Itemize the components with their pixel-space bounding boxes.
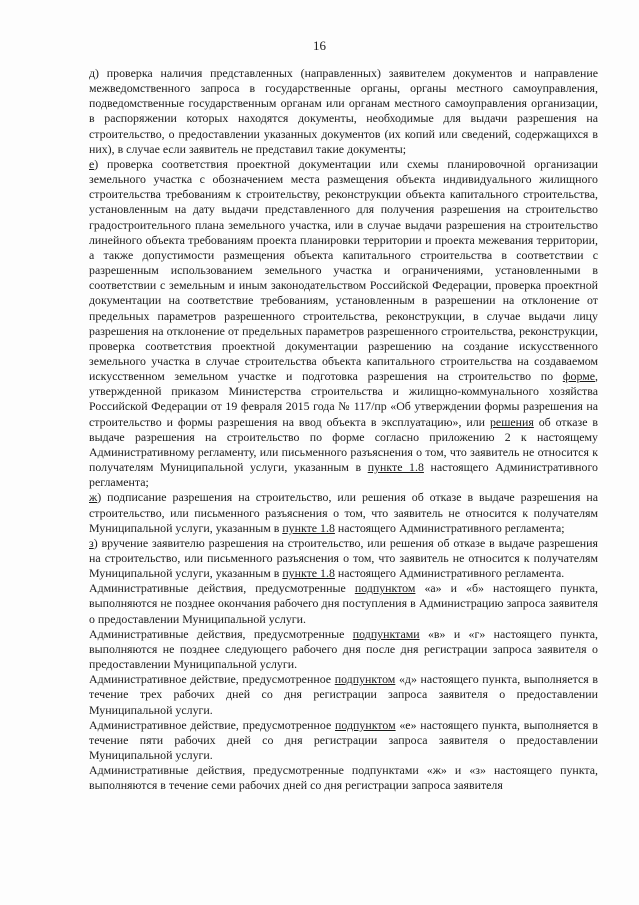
paragraph-timing-v-g <box>89 627 598 672</box>
paragraph-timing-d <box>89 672 598 717</box>
reference-link[interactable]: решения <box>489 414 534 429</box>
reference-link[interactable]: подпунктом <box>335 717 396 732</box>
text-run: «а» и «б» настоящего пункта, выполняются не позднее окончания рабочего дня поступления в Администрацию запроса заявителя о предоставлении Муниципальной услуги. <box>89 581 599 626</box>
reference-link[interactable]: подпунктом <box>334 672 396 687</box>
reference-link[interactable]: подпунктами <box>352 626 420 641</box>
paragraph-item-e <box>89 157 598 490</box>
document-body <box>89 66 598 794</box>
reference-link[interactable]: пункте 1.8 <box>282 520 335 535</box>
text-run: настоящего Административного регламента; <box>89 460 598 490</box>
reference-link[interactable]: з <box>89 535 94 550</box>
paragraph-item-z <box>89 536 598 581</box>
text-run: Административные действия, предусмотренные <box>89 626 353 641</box>
text-run: Административное действие, предусмотренное <box>89 717 335 732</box>
text-run: д) проверка наличия представленных (направленных) заявителем документов и направление межведомственного запроса в государственные органы, органы местного самоуправления, подведомственные государственным органам или органам местного самоуправления организации, в распоряжении которых находятся документы, необходимые для выдачи разрешения на строительство, о предоставлении указанных документов (их копий или сведений, содержащихся в них), в случае если заявитель не представил такие документы; <box>89 66 598 156</box>
text-run: Административные действия, предусмотренные <box>89 581 355 596</box>
text-run: настоящего Административного регламента. <box>334 566 565 581</box>
text-run: , утвержденной приказом Министерства строительства и жилищно-коммунального хозяйства Российской Федерации от 19 февраля 2015 года № 117/пр «Об утверждении формы разрешения на строительство и формы разрешения на ввод объекта в эксплуатацию», или <box>89 369 598 429</box>
text-run: ) проверка соответствия проектной документации или схемы планировочной организации земельного участка с обозначением места размещения объекта индивидуального жилищного строительства требованиям к строительству, реконструкции объекта капитального строительства, установленным на дату выдачи представленного для получения разрешения на строительство градостроительного плана земельного участка, или в случае выдачи разрешения на строительство линейного объекта требованиям проекта планировки территории и проекта межевания территории, а также допустимости размещения объекта капитального строительства в соответствии с разрешенным использованием земельного участка и ограничениями, установленными в соответствии с земельным и иным законодательством Российской Федерации, проверка проектной документации на соответствие требованиям, установленным в разрешении на отклонение от предельных параметров разрешенного строительства, реконструкции, в случае выдачи лицу разрешения на отклонение от предельных параметров разрешенного строительства, реконструкции, проверка соответствия проектной документации разрешению на создание искусственного земельного участка в случае строительства объекта капитального строительства на создаваемом искусственном земельном участке и подготовка разрешения на строительство по <box>89 156 598 384</box>
reference-link[interactable]: подпунктом <box>354 581 416 596</box>
page-number: 16 <box>313 38 326 53</box>
reference-link[interactable]: е <box>89 156 95 171</box>
paragraph-timing-zh-z <box>89 763 598 793</box>
text-run: ) подписание разрешения на строительство, или решения об отказе в выдаче разрешения на строительство, или письменного разъяснения о том, что заявитель не относится к получателям Муниципальной услуги, указанным в <box>89 490 598 535</box>
text-run: ) вручение заявителю разрешения на строительство, или решения об отказе в выдаче разрешения на строительство, или письменного разъяснения о том, что заявитель не относится к получателям Муниципальной услуги, указанным в <box>89 535 598 581</box>
text-run: «д» настоящего пункта, выполняется в течение трех рабочих дней со дня регистрации запроса заявителя о предоставлении Муниципальной услуги. <box>89 672 598 717</box>
reference-link[interactable]: пункте 1.8 <box>367 460 424 475</box>
text-run: Административное действие, предусмотренное <box>89 672 335 687</box>
reference-link[interactable]: ж <box>89 490 98 505</box>
paragraph-item-zh <box>89 490 598 535</box>
text-run: Административные действия, предусмотренные подпунктами «ж» и «з» настоящего пункта, выполняются в течение семи рабочих дней со дня регистрации запроса заявителя <box>89 763 598 793</box>
text-run: «е» настоящего пункта, выполняется в течение пяти рабочих дней со дня регистрации запроса заявителя о предоставлении Муниципальной услуги. <box>89 717 598 763</box>
paragraph-timing-a-b <box>89 581 598 626</box>
text-run: об отказе в выдаче разрешения на строительство по форме согласно приложению 2 к настоящему Административному регламенту, или письменного разъяснения о том, что заявитель не относится к получателям Муниципальной услуги, указанным в <box>89 414 598 475</box>
text-run: настоящего Административного регламента; <box>334 520 565 535</box>
paragraph-item-d <box>89 66 598 157</box>
paragraph-timing-e <box>89 718 598 763</box>
reference-link[interactable]: пункте 1.8 <box>282 566 335 581</box>
reference-link[interactable]: форме <box>562 369 596 384</box>
text-run: «в» и «г» настоящего пункта, выполняются не позднее следующего рабочего дня после дня регистрации запроса заявителя о предоставлении Муниципальной услуги. <box>89 626 598 672</box>
